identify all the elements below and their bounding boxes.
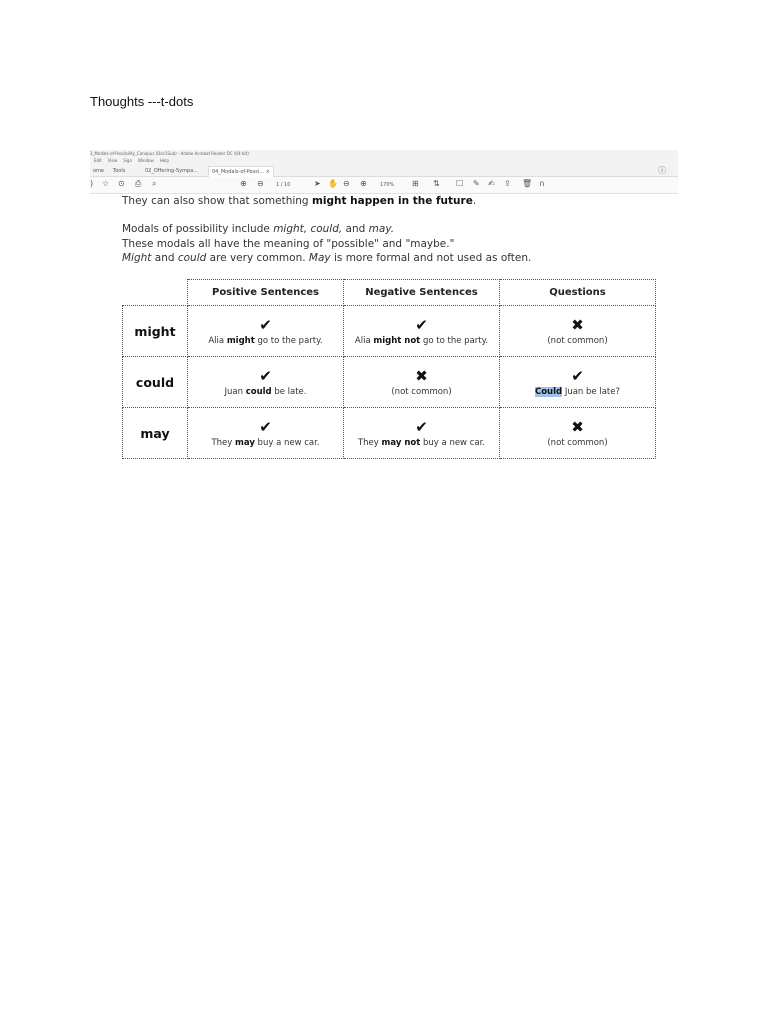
- text-run: is more formal and not used as often.: [330, 252, 532, 264]
- menu-window[interactable]: Window: [137, 158, 154, 163]
- tab-tools[interactable]: Tools: [113, 168, 126, 174]
- tab-modals-of-possibility[interactable]: [208, 166, 274, 177]
- pen-icon[interactable]: ✎: [473, 179, 480, 188]
- cell-could-question: [500, 357, 656, 408]
- text-run: Modals of possibility include: [122, 223, 274, 235]
- blank-corner-cell: [123, 280, 188, 306]
- cell-may-negative: [344, 408, 500, 459]
- check-icon: ✔: [259, 366, 272, 385]
- scroll-mode-icon[interactable]: ⇅: [433, 179, 440, 188]
- text-run: are very common.: [206, 252, 309, 264]
- fit-page-icon[interactable]: ⊞: [412, 179, 419, 188]
- tab-bar: [90, 164, 678, 177]
- print-icon[interactable]: ⎙: [135, 179, 142, 188]
- tab-home[interactable]: ome: [93, 168, 105, 174]
- document-title: Thoughts ---t-dots: [90, 94, 194, 109]
- text-run: Alia: [208, 335, 227, 346]
- text-run: and: [151, 252, 178, 264]
- cell-may-positive: [188, 408, 344, 459]
- sentence-future: [122, 195, 476, 207]
- menu-view[interactable]: View: [107, 158, 118, 163]
- menu-edit[interactable]: Edit: [94, 158, 102, 163]
- search-icon[interactable]: ⌕: [152, 179, 157, 188]
- sign-icon[interactable]: ✍: [488, 179, 495, 188]
- text-run: go to the party.: [420, 335, 489, 346]
- cell-might-positive: [188, 306, 344, 357]
- text-run-bold: might: [226, 335, 255, 346]
- example-sentence: (not common): [391, 386, 452, 397]
- cell-might-question: [500, 306, 656, 357]
- text-run: Alia: [354, 335, 374, 346]
- text-run-italic: May: [308, 252, 331, 264]
- tab-label: 04_Modals-of-Possi...: [212, 169, 264, 175]
- close-icon[interactable]: ×: [265, 169, 270, 175]
- zoom-in-icon[interactable]: ⊕: [360, 179, 367, 188]
- text-run-bold: could: [245, 386, 272, 397]
- text-run: and: [342, 223, 369, 235]
- page-up-icon[interactable]: ⊕: [240, 179, 247, 188]
- example-sentence: [188, 387, 343, 397]
- text-run: buy a new car.: [420, 437, 486, 448]
- hand-icon[interactable]: ✋: [328, 179, 338, 188]
- text-run-bold: may not: [381, 437, 421, 448]
- menu-help[interactable]: Help: [159, 158, 169, 163]
- toolbar: [90, 177, 678, 194]
- modal-may: may: [123, 408, 188, 459]
- menu-sign[interactable]: Sign: [123, 158, 132, 163]
- check-icon: ✔: [415, 315, 428, 334]
- check-icon: ✔: [259, 417, 272, 436]
- sentence-meaning: These modals all have the meaning of "possible" and "maybe.": [122, 238, 455, 250]
- comment-icon[interactable]: ☐: [456, 179, 464, 188]
- example-sentence: (not common): [547, 335, 608, 346]
- trash-icon[interactable]: 🗑: [522, 179, 533, 188]
- check-icon: ✔: [415, 417, 428, 436]
- sidebar-toggle-icon[interactable]: ): [90, 179, 94, 188]
- example-sentence: (not common): [547, 437, 608, 448]
- modal-could: could: [123, 357, 188, 408]
- menu-bar: [90, 157, 678, 164]
- share-icon[interactable]: ⇪: [504, 179, 511, 188]
- tab-offering-sympathy[interactable]: 02_Offering-Sympa...: [145, 168, 198, 174]
- star-icon[interactable]: ☆: [102, 179, 110, 188]
- cross-icon: ✖: [571, 315, 584, 334]
- example-sentence: [344, 438, 499, 448]
- cell-may-question: [500, 408, 656, 459]
- pointer-icon[interactable]: ➤: [314, 179, 321, 188]
- example-sentence: [188, 336, 343, 346]
- text-run-italic: may.: [368, 223, 395, 235]
- modals-table: [122, 279, 656, 459]
- header-negative: Negative Sentences: [344, 280, 500, 306]
- text-run: They: [357, 437, 382, 448]
- sentence-usage: [122, 252, 531, 264]
- cell-could-positive: [188, 357, 344, 408]
- header-questions: Questions: [500, 280, 656, 306]
- text-run: be late.: [271, 386, 307, 397]
- cell-could-negative: [344, 357, 500, 408]
- check-icon: ✔: [571, 366, 584, 385]
- upload-icon[interactable]: ⊙: [118, 179, 125, 188]
- text-run-italic: might, could,: [273, 223, 343, 235]
- example-sentence: [188, 438, 343, 448]
- text-run-italic: could: [177, 252, 207, 264]
- help-icon[interactable]: ⓘ: [658, 166, 666, 175]
- text-run-bold: might not: [373, 335, 421, 346]
- table-row: [123, 306, 656, 357]
- example-sentence: [344, 336, 499, 346]
- text-run-bold: might happen in the future: [311, 195, 473, 207]
- text-run: go to the party.: [254, 335, 323, 346]
- selected-text[interactable]: Could: [534, 386, 563, 397]
- text-run: They: [211, 437, 235, 448]
- text-run: Juan be late?: [562, 386, 620, 397]
- cross-icon: ✖: [415, 366, 428, 385]
- check-icon: ✔: [259, 315, 272, 334]
- text-run-bold: may: [234, 437, 255, 448]
- modal-might: might: [123, 306, 188, 357]
- text-run: Juan: [224, 386, 246, 397]
- table-row: [123, 408, 656, 459]
- page-down-icon[interactable]: ⊖: [257, 179, 264, 188]
- example-sentence: [500, 387, 655, 397]
- window-title: 3_Modals-of-Possibility_Canopus (Doc1Sub) - Adobe Acrobat Reader DC (64-bit): [90, 150, 678, 157]
- text-run: buy a new car.: [254, 437, 320, 448]
- header-positive: Positive Sentences: [188, 280, 344, 306]
- table-header-row: [123, 280, 656, 306]
- zoom-level[interactable]: 170%: [380, 182, 395, 188]
- text-run: .: [472, 195, 477, 207]
- embedded-screenshot: [90, 150, 678, 480]
- table-row: [123, 357, 656, 408]
- text-run: They can also show that something: [122, 195, 312, 207]
- text-run-italic: Might: [122, 252, 152, 264]
- pdf-page: [90, 194, 678, 480]
- cross-icon: ✖: [571, 417, 584, 436]
- sentence-modals: [122, 223, 394, 235]
- read-aloud-icon[interactable]: ∩: [539, 179, 545, 188]
- cell-might-negative: [344, 306, 500, 357]
- zoom-out-icon[interactable]: ⊖: [343, 179, 350, 188]
- page-indicator[interactable]: 1 / 10: [276, 182, 291, 188]
